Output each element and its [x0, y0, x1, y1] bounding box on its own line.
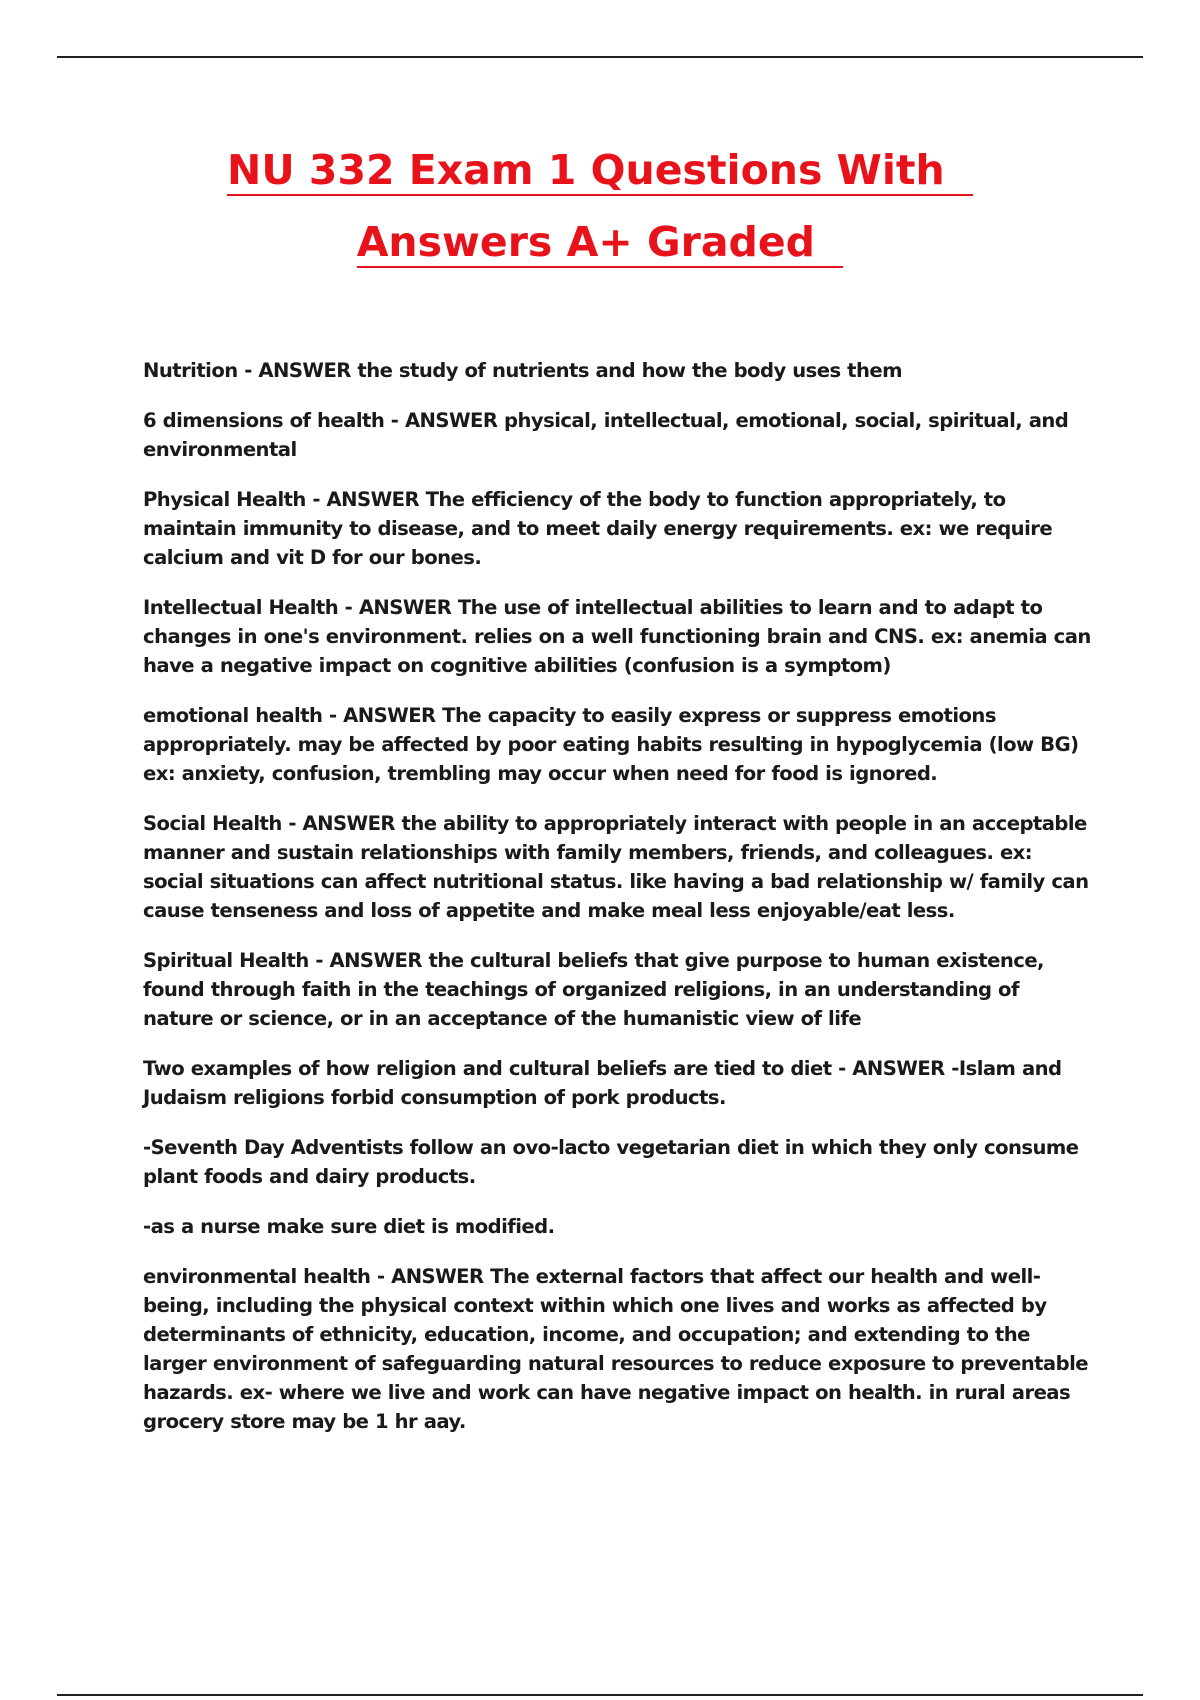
title-line-2: Answers A+ Graded: [357, 218, 844, 268]
top-rule: [57, 56, 1143, 58]
paragraph-environmental-health: environmental health - ANSWER The external factors that affect our health and well-being, including the physical context within which one lives and works as affected by determinants of ethnicity, education, income, and occupation; and extending to the larger environment of safeguarding natural resources to reduce exposure to preventable hazards. ex- where we live and work can have negative impact on health. in rural areas grocery store may be 1 hr aay.: [143, 1265, 1088, 1433]
paragraph-emotional-health: emotional health - ANSWER The capacity to easily express or suppress emotions appropriately. may be affected by poor eating habits resulting in hypoglycemia (low BG) ex: anxiety, confusion, trembling may occur when need for food is ignored.: [143, 704, 1079, 785]
paragraph-physical-health: Physical Health - ANSWER The efficiency of the body to function appropriately, to maintain immunity to disease, and to meet daily energy requirements. ex: we require calcium and vit D for our bones.: [143, 488, 1053, 569]
document-title: [0, 146, 1200, 268]
paragraph-social-health: Social Health - ANSWER the ability to appropriately interact with people in an acceptable manner and sustain relationships with family members, friends, and colleagues. ex: social situations can affect nutritional status. like having a bad relationship w/ family can cause tenseness and loss of appetite and make meal less enjoyable/eat less.: [143, 812, 1089, 922]
paragraph-intellectual-health: Intellectual Health - ANSWER The use of intellectual abilities to learn and to adapt to changes in one's environment. relies on a well functioning brain and CNS. ex: anemia can have a negative impact on cognitive abilities (confusion is a symptom): [143, 596, 1091, 677]
document-body: [143, 356, 1095, 1457]
paragraph-spiritual-health: Spiritual Health - ANSWER the cultural beliefs that give purpose to human existence, found through faith in the teachings of organized religions, in an understanding of nature or science, or in an acceptance of the humanistic view of life: [143, 949, 1044, 1030]
paragraph-religion-diet: Two examples of how religion and cultural beliefs are tied to diet - ANSWER -Islam and Judaism religions forbid consumption of pork products.: [143, 1057, 1062, 1109]
bottom-rule: [57, 1694, 1143, 1696]
paragraph-nurse-note: -as a nurse make sure diet is modified.: [143, 1215, 555, 1238]
paragraph-seventh-day-adventists: -Seventh Day Adventists follow an ovo-lacto vegetarian diet in which they only consume plant foods and dairy products.: [143, 1136, 1079, 1188]
title-line-1: NU 332 Exam 1 Questions With: [227, 146, 973, 196]
paragraph-six-dimensions: 6 dimensions of health - ANSWER physical, intellectual, emotional, social, spiritual, and environmental: [143, 409, 1069, 461]
paragraph-nutrition: Nutrition - ANSWER the study of nutrients and how the body uses them: [143, 359, 902, 382]
